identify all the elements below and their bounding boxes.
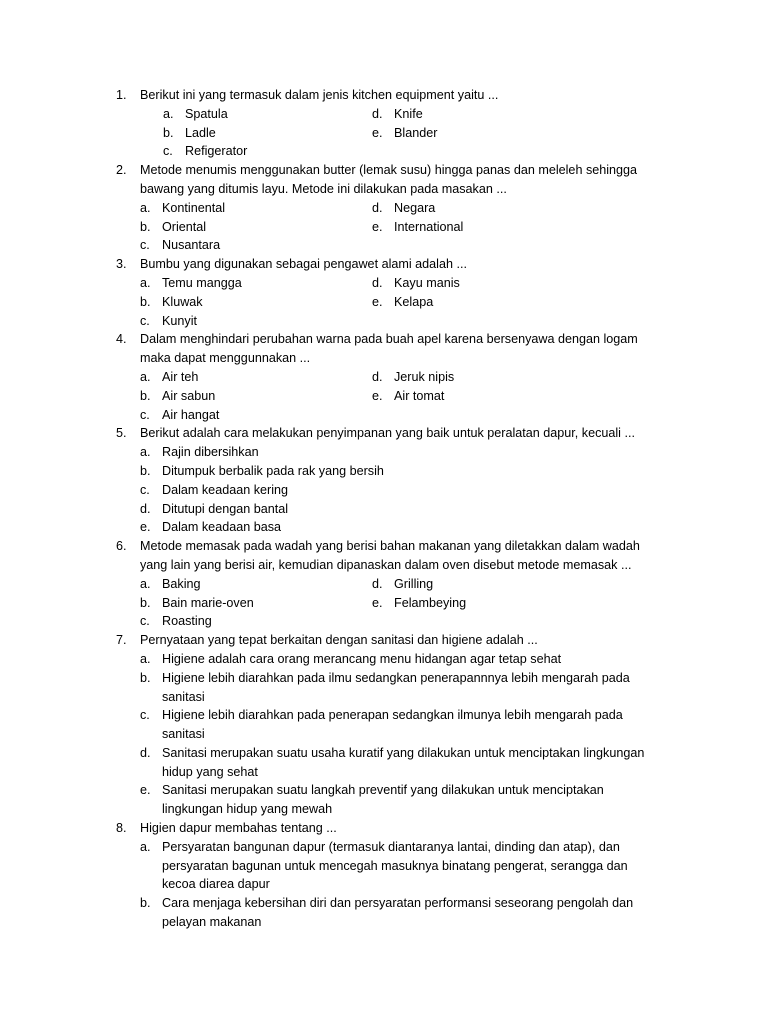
question-6	[0, 537, 768, 631]
question-4	[0, 330, 768, 424]
option-letter: b.	[140, 294, 151, 309]
option-letter: a.	[140, 275, 151, 290]
answer-option	[140, 594, 372, 613]
option-letter: d.	[372, 576, 383, 591]
question-text: Bumbu yang digunakan sebagai pengawet alami adalah ...	[140, 257, 467, 272]
question-text: Dalam menghindari perubahan warna pada buah apel karena bersenyawa dengan logam maka dapat menggunnakan ...	[140, 332, 638, 366]
answer-option	[140, 650, 660, 669]
answer-option	[140, 293, 372, 312]
option-letter: c.	[140, 238, 150, 253]
option-text: Air sabun	[162, 388, 216, 403]
answer-option	[140, 838, 660, 894]
answer-option	[372, 218, 632, 237]
option-letter: b.	[140, 595, 151, 610]
option-letter: e.	[372, 125, 383, 140]
option-letter: c.	[140, 614, 150, 629]
question-2	[0, 161, 768, 255]
answer-option	[140, 894, 660, 932]
option-letter: e.	[372, 294, 383, 309]
answer-option	[372, 594, 632, 613]
question-number: 3.	[116, 257, 127, 272]
option-letter: c.	[140, 407, 150, 422]
answer-option	[140, 236, 372, 255]
option-letter: d.	[140, 745, 151, 760]
option-text: Cara menjaga kebersihan diri dan persyaratan performansi seseorang pengolah dan pelayan makanan	[162, 896, 634, 930]
question-7	[0, 631, 768, 819]
answer-option	[140, 575, 372, 594]
option-text: Kelapa	[394, 294, 434, 309]
option-text: Higiene lebih diarahkan pada penerapan sedangkan ilmunya lebih mengarah pada sanitasi	[162, 708, 623, 742]
option-text: Kayu manis	[394, 275, 460, 290]
option-letter: e.	[372, 595, 383, 610]
option-text: Dalam keadaan kering	[162, 482, 289, 497]
answer-option	[140, 462, 660, 481]
question-number: 5.	[116, 426, 127, 441]
option-text: Persyaratan bangunan dapur (termasuk diantaranya lantai, dinding dan atap), dan persyaratan bagunan untuk mencegah masuknya binatang pengerat, serangga dan kecoa diarea dapur	[162, 839, 628, 892]
option-text: Temu mangga	[162, 275, 242, 290]
answer-option	[372, 105, 632, 124]
option-text: Baking	[162, 576, 201, 591]
answer-options	[140, 838, 660, 932]
question-number: 1.	[116, 88, 127, 102]
answer-option	[140, 443, 660, 462]
answer-option	[140, 612, 372, 631]
question-text: Berikut ini yang termasuk dalam jenis kitchen equipment yaitu ...	[140, 88, 499, 102]
option-letter: a.	[140, 839, 151, 854]
question-1	[0, 86, 768, 161]
answer-options	[140, 199, 660, 255]
option-text: Kontinental	[162, 200, 226, 215]
answer-options	[163, 105, 683, 161]
option-letter: e.	[140, 520, 151, 535]
answer-option	[140, 274, 372, 293]
option-text: Sanitasi merupakan suatu usaha kuratif yang dilakukan untuk menciptakan lingkungan hidup yang sehat	[162, 745, 645, 779]
answer-option	[140, 706, 660, 744]
question-text: Higien dapur membahas tentang ...	[140, 821, 337, 836]
answer-option	[372, 124, 632, 143]
answer-option	[140, 387, 372, 406]
answer-options	[140, 368, 660, 424]
question-number: 6.	[116, 539, 127, 554]
option-text: Higiene lebih diarahkan pada ilmu sedangkan penerapannnya lebih mengarah pada sanitasi	[162, 670, 630, 704]
option-text: Air teh	[162, 369, 199, 384]
answer-options	[140, 650, 660, 819]
option-letter: a.	[140, 651, 151, 666]
option-letter: b.	[140, 388, 151, 403]
answer-option	[140, 312, 372, 331]
answer-option	[140, 669, 660, 707]
question-number: 7.	[116, 633, 127, 648]
option-letter: a.	[140, 200, 151, 215]
answer-options	[140, 575, 660, 631]
question-number: 4.	[116, 332, 127, 347]
option-text: Roasting	[162, 614, 212, 629]
option-text: Ladle	[185, 125, 216, 140]
question-number: 2.	[116, 163, 127, 178]
answer-option	[140, 781, 660, 819]
option-letter: c.	[140, 482, 150, 497]
option-letter: b.	[140, 670, 151, 685]
answer-options	[140, 274, 660, 330]
answer-option	[140, 500, 660, 519]
answer-option	[163, 142, 372, 161]
option-letter: a.	[163, 106, 174, 121]
option-letter: d.	[372, 200, 383, 215]
option-text: Air hangat	[162, 407, 220, 422]
question-text: Metode memasak pada wadah yang berisi bahan makanan yang diletakkan dalam wadah yang lain yang berisi air, kemudian dipanaskan dalam oven disebut metode memasak ...	[140, 539, 640, 572]
option-text: International	[394, 219, 464, 234]
answer-option	[140, 218, 372, 237]
answer-option	[140, 368, 372, 387]
option-text: Felambeying	[394, 595, 467, 610]
option-text: Jeruk nipis	[394, 369, 455, 384]
option-text: Rajin dibersihkan	[162, 445, 259, 460]
answer-options	[140, 443, 660, 537]
option-text: Kluwak	[162, 294, 203, 309]
answer-option	[140, 406, 372, 425]
option-letter: d.	[372, 369, 383, 384]
question-text: Berikut adalah cara melakukan penyimpanan yang baik untuk peralatan dapur, kecuali ...	[140, 426, 635, 441]
option-text: Knife	[394, 106, 423, 121]
question-text: Pernyataan yang tepat berkaitan dengan sanitasi dan higiene adalah ...	[140, 633, 538, 648]
question-text: Metode menumis menggunakan butter (lemak susu) hingga panas dan meleleh sehingga bawang yang ditumis layu. Metode ini dilakukan pada masakan ...	[140, 163, 638, 196]
answer-option	[372, 293, 632, 312]
answer-option	[372, 387, 632, 406]
option-text: Sanitasi merupakan suatu langkah preventif yang dilakukan untuk menciptakan lingkungan hidup yang mewah	[162, 783, 604, 817]
answer-option	[163, 105, 372, 124]
option-letter: e.	[372, 219, 383, 234]
option-letter: c.	[140, 313, 150, 328]
option-letter: e.	[140, 783, 151, 798]
answer-option	[140, 744, 660, 782]
question-list	[0, 86, 768, 932]
question-5	[0, 424, 768, 537]
option-text: Negara	[394, 200, 436, 215]
answer-option	[140, 518, 660, 537]
answer-option	[372, 368, 632, 387]
option-text: Air tomat	[394, 388, 445, 403]
question-8	[0, 819, 768, 932]
option-text: Bain marie-oven	[162, 595, 254, 610]
answer-option	[372, 274, 632, 293]
option-letter: b.	[140, 219, 151, 234]
answer-option	[372, 575, 632, 594]
option-text: Ditumpuk berbalik pada rak yang bersih	[162, 463, 384, 478]
option-letter: a.	[140, 369, 151, 384]
option-letter: b.	[140, 896, 151, 911]
question-3	[0, 255, 768, 330]
option-letter: d.	[372, 275, 383, 290]
option-letter: d.	[140, 501, 151, 516]
option-text: Higiene adalah cara orang merancang menu hidangan agar tetap sehat	[162, 651, 562, 666]
option-text: Kunyit	[162, 313, 198, 328]
option-text: Refigerator	[185, 144, 248, 159]
option-letter: d.	[372, 106, 383, 121]
option-letter: c.	[163, 144, 173, 159]
option-text: Oriental	[162, 219, 207, 234]
option-text: Ditutupi dengan bantal	[162, 501, 289, 516]
option-letter: a.	[140, 576, 151, 591]
option-text: Nusantara	[162, 238, 221, 253]
answer-option	[140, 481, 660, 500]
option-text: Grilling	[394, 576, 434, 591]
option-letter: a.	[140, 445, 151, 460]
option-letter: c.	[140, 708, 150, 723]
option-text: Spatula	[185, 106, 228, 121]
answer-option	[163, 124, 372, 143]
option-text: Blander	[394, 125, 438, 140]
option-letter: b.	[163, 125, 174, 140]
answer-option	[372, 199, 632, 218]
option-letter: b.	[140, 463, 151, 478]
option-letter: e.	[372, 388, 383, 403]
option-text: Dalam keadaan basa	[162, 520, 282, 535]
answer-option	[140, 199, 372, 218]
question-number: 8.	[116, 821, 127, 836]
